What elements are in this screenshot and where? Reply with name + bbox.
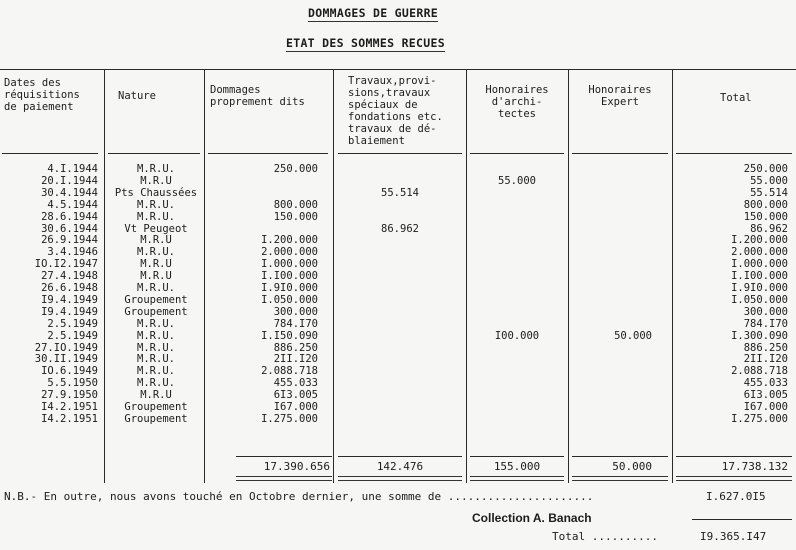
table-top-rule: [0, 69, 796, 70]
cell-dommages: 886.250: [273, 341, 318, 354]
cell-nature: Groupement: [124, 305, 188, 318]
cell-date: 4.I.1944: [47, 163, 98, 175]
cell-dommages: 455.033: [273, 377, 318, 390]
sum-rule: [236, 456, 332, 457]
cell-total: 784.I70: [743, 317, 788, 330]
cell-nature: M.R.U.: [137, 365, 175, 378]
cell-total: 2.088.718: [731, 365, 788, 378]
cell-nature: M.R.U: [140, 258, 172, 271]
cell-nature: Groupement: [124, 293, 188, 306]
cell-date: 3.4.1946: [47, 246, 98, 259]
cell-date: 28.6.1944: [41, 210, 98, 223]
document-title: DOMMAGES DE GUERRE: [308, 6, 439, 20]
cell-date: 30.II.1949: [34, 353, 98, 366]
cell-honoraires-architectes: I00.000: [494, 329, 540, 342]
cell-dommages: 6I3.005: [273, 389, 318, 402]
cell-total: 55.000: [750, 174, 788, 187]
cell-dommages: 800.000: [273, 198, 318, 211]
cell-total: I.200.000: [731, 234, 788, 247]
header-dates: Dates des réquisitions de paiement: [4, 77, 80, 113]
header-total: Total: [720, 92, 752, 104]
cell-nature: M.R.U.: [137, 163, 175, 175]
cell-total: 86.962: [750, 222, 788, 235]
header-underline: [108, 153, 200, 154]
cell-nature: Vt Peugeot: [124, 222, 188, 235]
cell-nature: M.R.U.: [137, 317, 175, 330]
cell-nature: M.R.U: [140, 270, 172, 283]
cell-date: I4.2.1951: [41, 401, 98, 413]
grand-total-rule: [692, 519, 792, 520]
header-dommages: Dommages proprement dits: [210, 84, 305, 108]
column-divider: [104, 69, 105, 483]
cell-dommages: I67.000: [273, 401, 318, 413]
double-rule: [470, 476, 564, 481]
cell-nature: M.R.U: [140, 174, 172, 187]
header-honoraires-architectes: Honoraires d'archi- tectes: [485, 84, 549, 120]
note-amount: I.627.0I5: [706, 490, 766, 503]
sum-rule: [572, 456, 668, 457]
cell-date: 30.6.1944: [41, 222, 98, 235]
cell-date: 27.IO.1949: [34, 341, 98, 354]
cell-nature: M.R.U.: [137, 282, 175, 294]
cell-date: I4.2.1951: [41, 412, 98, 425]
sum-rule: [338, 456, 462, 457]
total-honoraires-architectes: 155.000: [493, 460, 541, 473]
cell-total: I.050.000: [731, 293, 788, 306]
cell-nature: M.R.U.: [137, 329, 175, 342]
cell-dommages: I.200.000: [261, 234, 318, 247]
cell-dommages: 2.000.000: [261, 246, 318, 259]
cell-nature: M.R.U.: [137, 210, 175, 223]
cell-total: 55.514: [750, 186, 788, 199]
double-rule: [236, 476, 332, 481]
cell-nature: M.R.U.: [137, 198, 175, 211]
cell-date: 30.4.1944: [41, 186, 98, 199]
cell-nature: Groupement: [124, 412, 188, 425]
cell-total: 455.033: [743, 377, 788, 390]
cell-date: IO.6.1949: [41, 365, 98, 378]
collection-credit: Collection A. Banach: [472, 511, 592, 525]
double-rule: [676, 476, 792, 481]
cell-honoraires-expert: 50.000: [614, 329, 652, 342]
cell-total: I.9I0.000: [731, 282, 788, 294]
header-honoraires-expert: Honoraires Expert: [588, 84, 652, 108]
cell-date: 26.6.1948: [41, 282, 98, 294]
column-divider: [466, 69, 467, 483]
cell-nature: M.R.U.: [137, 353, 175, 366]
cell-honoraires-architectes: 55.000: [498, 174, 536, 187]
cell-total: I.300.090: [731, 329, 788, 342]
cell-nature: M.R.U.: [137, 377, 175, 390]
total-honoraires-expert: 50.000: [612, 460, 652, 473]
cell-total: I.000.000: [731, 258, 788, 271]
cell-nature: M.R.U.: [137, 341, 175, 354]
cell-dommages: I.9I0.000: [261, 282, 318, 294]
cell-total: I67.000: [743, 401, 788, 413]
cell-total: 800.000: [743, 198, 788, 211]
cell-date: 26.9.1944: [41, 234, 98, 247]
cell-dommages: 784.I70: [273, 317, 318, 330]
cell-dommages: 300.000: [273, 305, 318, 318]
column-divider: [333, 69, 334, 483]
cell-nature: M.R.U: [140, 389, 172, 402]
column-divider: [568, 69, 569, 483]
header-underline: [208, 153, 328, 154]
cell-dommages: 250.000: [273, 163, 318, 175]
grand-sum: 17.738.132: [721, 460, 788, 473]
cell-nature: Pts Chaussées: [114, 186, 198, 199]
cell-dommages: I.I50.090: [261, 329, 318, 342]
header-underline: [338, 153, 462, 154]
sum-rule: [470, 456, 564, 457]
cell-total: 300.000: [743, 305, 788, 318]
header-underline: [676, 153, 792, 154]
cell-total: I.I00.000: [731, 270, 788, 283]
cell-nature: Groupement: [124, 401, 188, 413]
cell-travaux: 55.514: [381, 186, 419, 199]
cell-dommages: I.000.000: [261, 258, 318, 271]
cell-total: 6I3.005: [743, 389, 788, 402]
cell-date: 20.I.1944: [41, 174, 98, 187]
header-travaux: Travaux,provi- sions,travaux spéciaux de fondations etc. travaux de dé- blaiement: [348, 75, 443, 147]
cell-dommages: I.050.000: [261, 293, 318, 306]
header-underline: [2, 153, 98, 154]
cell-travaux: 86.962: [381, 222, 419, 235]
cell-total: 250.000: [743, 163, 788, 175]
double-rule: [338, 476, 462, 481]
column-divider: [204, 69, 205, 483]
cell-total: 2II.I20: [743, 353, 788, 366]
cell-dommages: I.I00.000: [261, 270, 318, 283]
sum-rule: [676, 456, 792, 457]
cell-date: 5.5.1950: [47, 377, 98, 390]
cell-date: 27.9.1950: [41, 389, 98, 402]
note-text: N.B.- En outre, nous avons touché en Octobre dernier, une somme de ......................: [4, 490, 594, 503]
cell-total: 2.000.000: [731, 246, 788, 259]
header-nature: Nature: [118, 90, 156, 102]
cell-dommages: 2II.I20: [273, 353, 318, 366]
cell-date: I9.4.1949: [41, 305, 98, 318]
column-divider: [672, 69, 673, 483]
cell-dommages: I.275.000: [261, 412, 318, 425]
cell-date: 27.4.1948: [41, 270, 98, 283]
cell-date: 2.5.1949: [47, 317, 98, 330]
cell-dommages: 150.000: [273, 210, 318, 223]
grand-total-label: Total ..........: [552, 530, 658, 543]
cell-date: 2.5.1949: [47, 329, 98, 342]
double-rule: [572, 476, 668, 481]
header-underline: [572, 153, 668, 154]
cell-total: 150.000: [743, 210, 788, 223]
document-subtitle: ETAT DES SOMMES RECUES: [286, 36, 445, 50]
cell-nature: M.R.U: [140, 234, 172, 247]
cell-total: I.275.000: [731, 412, 788, 425]
grand-total-amount: I9.365.I47: [700, 530, 767, 543]
total-dommages: 17.390.656: [263, 460, 330, 473]
total-travaux: 142.476: [376, 460, 424, 473]
cell-date: 4.5.1944: [47, 198, 98, 211]
header-underline: [470, 153, 564, 154]
cell-total: 886.250: [743, 341, 788, 354]
cell-date: I9.4.1949: [41, 293, 98, 306]
cell-nature: M.R.U.: [137, 246, 175, 259]
cell-date: IO.I2.1947: [34, 258, 98, 271]
cell-dommages: 2.088.718: [261, 365, 318, 378]
